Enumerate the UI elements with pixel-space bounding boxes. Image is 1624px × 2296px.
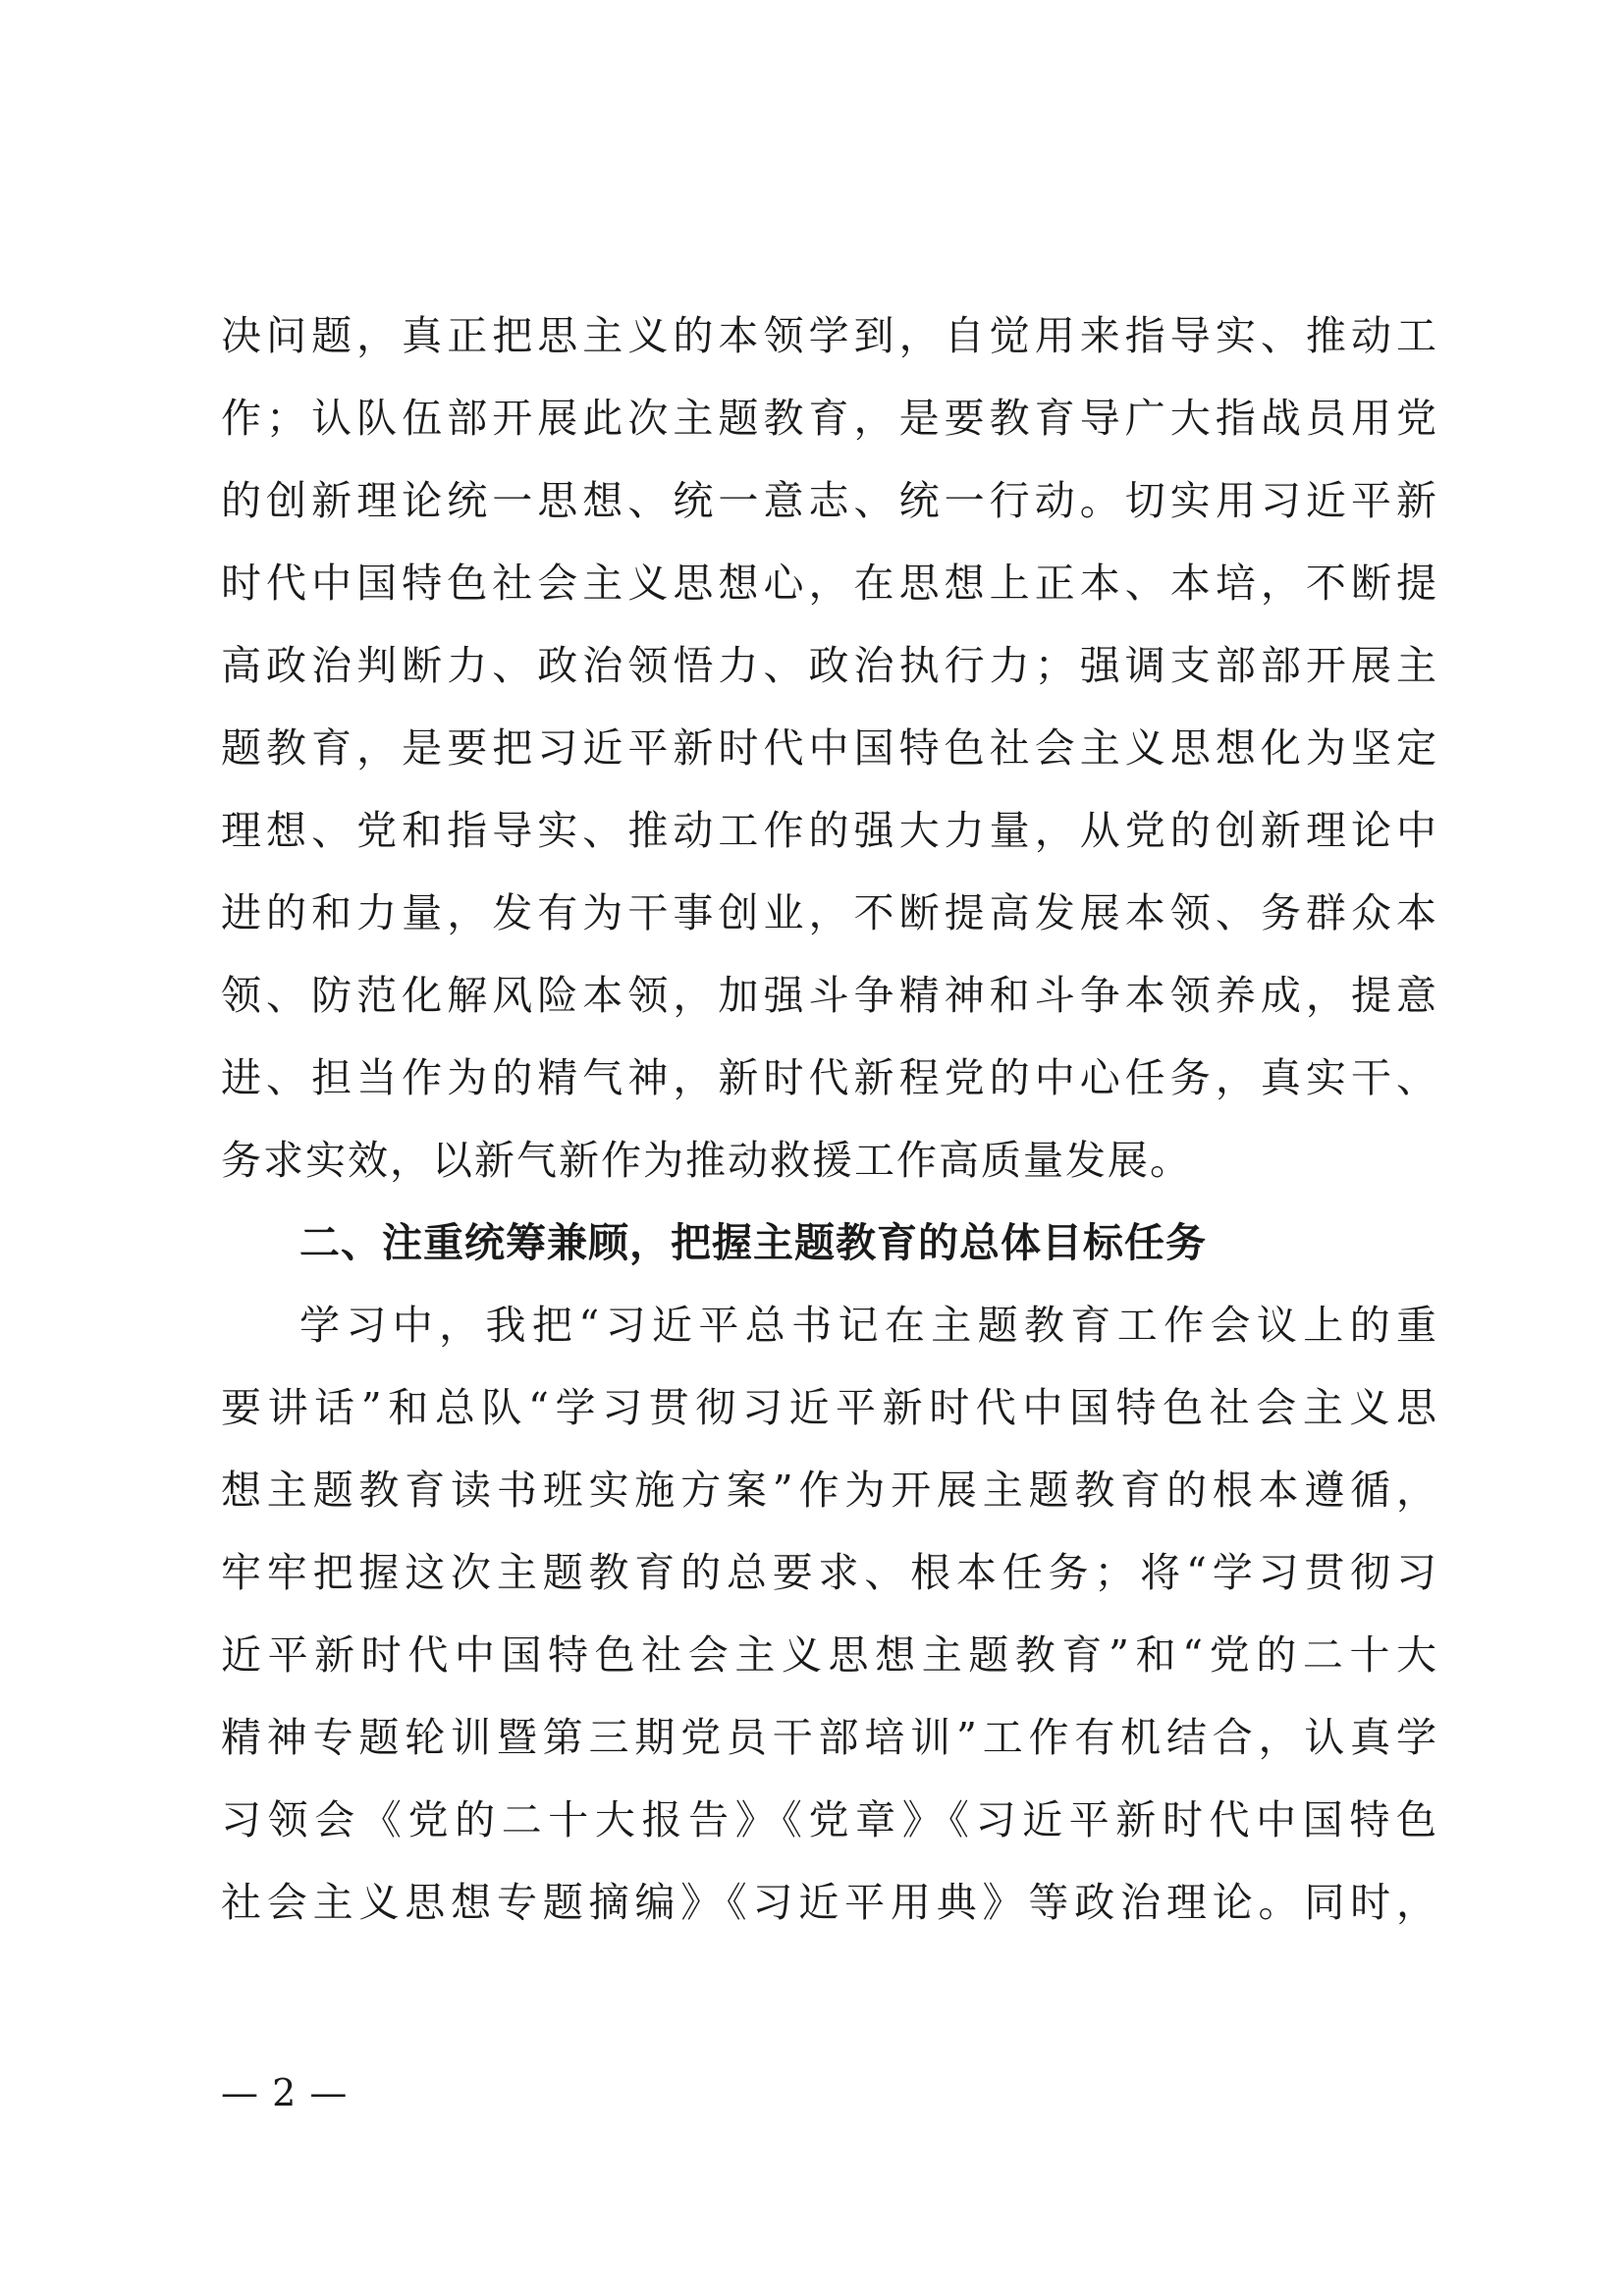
- page-number: — 2 —: [221, 2071, 349, 2114]
- text-line: 高政治判断力、政治领悟力、政治执行力；强调支部部开展主: [221, 642, 1438, 689]
- text-line: 精神专题轮训暨第三期党员干部培训”工作有机结合，认真学: [221, 1714, 1438, 1761]
- text-line: 理想、党和指导实、推动工作的强大力量，从党的创新理论中: [221, 807, 1438, 854]
- text-line: 近平新时代中国特色社会主义思想主题教育”和“党的二十大: [221, 1631, 1438, 1679]
- text-line: 作；认队伍部开展此次主题教育，是要教育导广大指战员用党: [221, 395, 1438, 442]
- text-line: 习领会《党的二十大报告》《党章》《习近平新时代中国特色: [221, 1796, 1438, 1843]
- text-line: 社会主义思想专题摘编》《习近平用典》等政治理论。同时，: [221, 1879, 1438, 1926]
- text-line: 务求实效，以新气新作为推动救援工作高质量发展。: [221, 1137, 1192, 1184]
- text-line: 决问题，真正把思主义的本领学到，自觉用来指导实、推动工: [221, 312, 1438, 359]
- text-line: 想主题教育读书班实施方案”作为开展主题教育的根本遵循，: [221, 1467, 1438, 1514]
- text-line: 领、防范化解风险本领，加强斗争精神和斗争本领养成，提意: [221, 972, 1438, 1019]
- text-line: 学习中，我把“习近平总书记在主题教育工作会议上的重: [299, 1302, 1438, 1349]
- body-text: [221, 294, 1438, 1944]
- text-line: 要讲话”和总队“学习贯彻习近平新时代中国特色社会主义思: [221, 1384, 1438, 1431]
- text-line: 时代中国特色社会主义思想心，在思想上正本、本培，不断提: [221, 560, 1438, 607]
- text-line: 牢牢把握这次主题教育的总要求、根本任务；将“学习贯彻习: [221, 1549, 1438, 1596]
- text-line: 的创新理论统一思想、统一意志、统一行动。切实用习近平新: [221, 477, 1438, 524]
- text-line: 进的和力量，发有为干事创业，不断提高发展本领、务群众本: [221, 889, 1438, 936]
- section-heading: 二、注重统筹兼顾，把握主题教育的总体目标任务: [299, 1219, 1207, 1266]
- text-line: 进、担当作为的精气神，新时代新程党的中心任务，真实干、: [221, 1054, 1438, 1101]
- text-line: 题教育，是要把习近平新时代中国特色社会主义思想化为坚定: [221, 724, 1438, 772]
